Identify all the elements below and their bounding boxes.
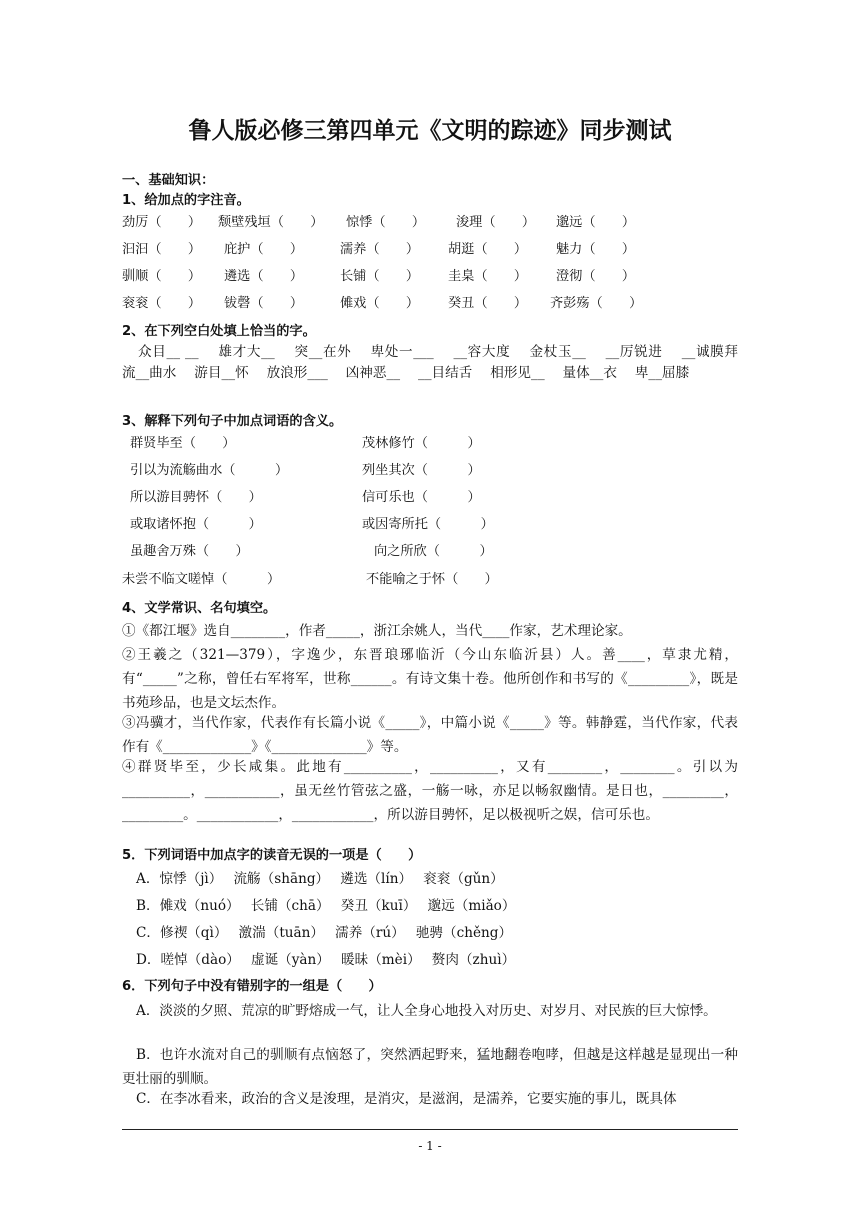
q6-option-a: A．淡淡的夕照、荒凉的旷野熔成一气，让人全身心地投入对历史、对岁月、对民族的巨大惊悸。: [136, 1003, 717, 1019]
q5-option-d: D．嗟悼（dào） 虚诞（yàn） 暖昧（mèi） 赘肉（zhuì）: [136, 952, 516, 968]
pinyin-item: 癸丑（ ）: [448, 296, 528, 311]
q6-option-b: B．也许水流对自己的驯顺有点恼怒了，突然洒起野来，猛地翻卷咆哮，但越是这样越是显现出一种更壮丽的驯顺。: [122, 1047, 738, 1087]
pinyin-item: 齐彭殇（ ）: [550, 296, 643, 311]
q5-option-a: A．惊悸（jì） 流觞（shāng） 遴选（lín） 衮衮（gǔn）: [136, 871, 504, 887]
pinyin-item: 澄彻（ ）: [556, 269, 636, 284]
q1-heading: 1、给加点的字注音。: [122, 193, 250, 208]
phrase-item: 虽趣舍万殊（ ）: [130, 544, 249, 559]
phrase-item: 或取诸怀抱（ ）: [130, 517, 262, 532]
phrase-item: 茂林修竹（ ）: [362, 436, 481, 451]
section-heading: 一、基础知识：: [122, 173, 215, 188]
q4-item-2: ②王羲之（321—379），字逸少，东晋琅琊临沂（今山东临沂县）人。善____，草隶尤精，有“_____”之称，曾任右军将军，世称______。有诗文集十卷。他所创作和书写的《_________》，既是书苑珍品，也是文坛杰作。: [122, 647, 738, 711]
pinyin-item: 胡逛（ ）: [448, 242, 528, 257]
pinyin-item: 衮衮（ ）: [122, 296, 202, 311]
q6-option-c: C．在李冰看来，政治的含义是浚理，是消灾，是滋润，是濡养，它要实施的事儿，既具体: [136, 1091, 677, 1107]
pinyin-item: 驯顺（ ）: [122, 269, 202, 284]
q4-item-4: ④群贤毕至，少长咸集。此地有__________，__________，又有________，________。引以为__________，___________，虽无丝竹管弦之盛，一觞一咏，亦足以畅叙幽情。是日也，_________，_________。____________，____________，所以游目骋怀，足以极视听之娱，信可乐也。: [122, 759, 738, 823]
q4-item-3: ③冯骥才，当代作家，代表作有长篇小说《_____》，中篇小说《_____》等。韩静霆，当代作家，代表作有《_____________》《______________》等。: [122, 715, 738, 755]
q2-heading: 2、在下列空白处填上恰当的字。: [122, 324, 316, 339]
page-number: - 1 -: [418, 1139, 442, 1153]
phrase-item: 群贤毕至（ ）: [130, 436, 236, 451]
q5-option-c: C．修禊（qì） 激湍（tuān） 濡养（rú） 驰骋（chěng）: [136, 925, 513, 941]
phrase-item: 所以游目骋怀（ ）: [130, 490, 262, 505]
pinyin-item: 邈远（ ）: [556, 215, 636, 230]
phrase-item: 不能喻之于怀（ ）: [366, 572, 498, 587]
pinyin-item: 濡养（ ）: [340, 242, 420, 257]
phrase-item: 未尝不临文嗟悼（ ）: [122, 572, 281, 587]
pinyin-item: 长铺（ ）: [340, 269, 420, 284]
pinyin-item: 惊悸（ ）: [346, 215, 426, 230]
pinyin-item: 遴选（ ）: [224, 269, 304, 284]
pinyin-item: 汩汩（ ）: [122, 242, 202, 257]
pinyin-item: 傩戏（ ）: [340, 296, 420, 311]
q2-blanks: 众目__ __ 雄才大__ 突__在外 卑处一___ __容大度 金杖玉__ __厉锐进 __诚膜拜 流__曲水 游目__怀 放浪形___ 凶神恶__ __目结舌 相形见__ 量体__衣 卑__屈膝: [122, 344, 756, 381]
q6-heading: 6．下列句子中没有错别字的一组是（ ）: [122, 979, 382, 994]
q4-heading: 4、文学常识、名句填空。: [122, 601, 277, 616]
phrase-item: 或因寄所托（ ）: [362, 517, 494, 532]
page-title: 鲁人版必修三第四单元《文明的踪迹》同步测试: [188, 118, 672, 144]
phrase-item: 列坐其次（ ）: [362, 463, 481, 478]
footer-divider: [122, 1129, 738, 1130]
pinyin-item: 圭臬（ ）: [448, 269, 528, 284]
pinyin-item: 魅力（ ）: [556, 242, 636, 257]
phrase-item: 向之所欣（ ）: [374, 544, 493, 559]
phrase-item: 信可乐也（ ）: [362, 490, 481, 505]
pinyin-item: 浚理（ ）: [456, 215, 536, 230]
pinyin-item: 庇护（ ）: [224, 242, 304, 257]
pinyin-item: 颓壁残垣（ ）: [218, 215, 324, 230]
phrase-item: 引以为流觞曲水（ ）: [130, 463, 289, 478]
q3-heading: 3、解释下列句子中加点词语的含义。: [122, 414, 343, 429]
q4-item-1: ①《都江堰》选自________，作者_____，浙江余姚人，当代____作家，艺术理论家。: [122, 623, 632, 639]
pinyin-item: 钹磬（ ）: [224, 296, 304, 311]
pinyin-item: 劲厉（ ）: [122, 215, 202, 230]
q5-option-b: B．傩戏（nuó） 长铺（chā） 癸丑（kuī） 邈远（miǎo）: [136, 898, 516, 914]
q5-heading: 5．下列词语中加点字的读音无误的一项是（ ）: [122, 848, 422, 863]
